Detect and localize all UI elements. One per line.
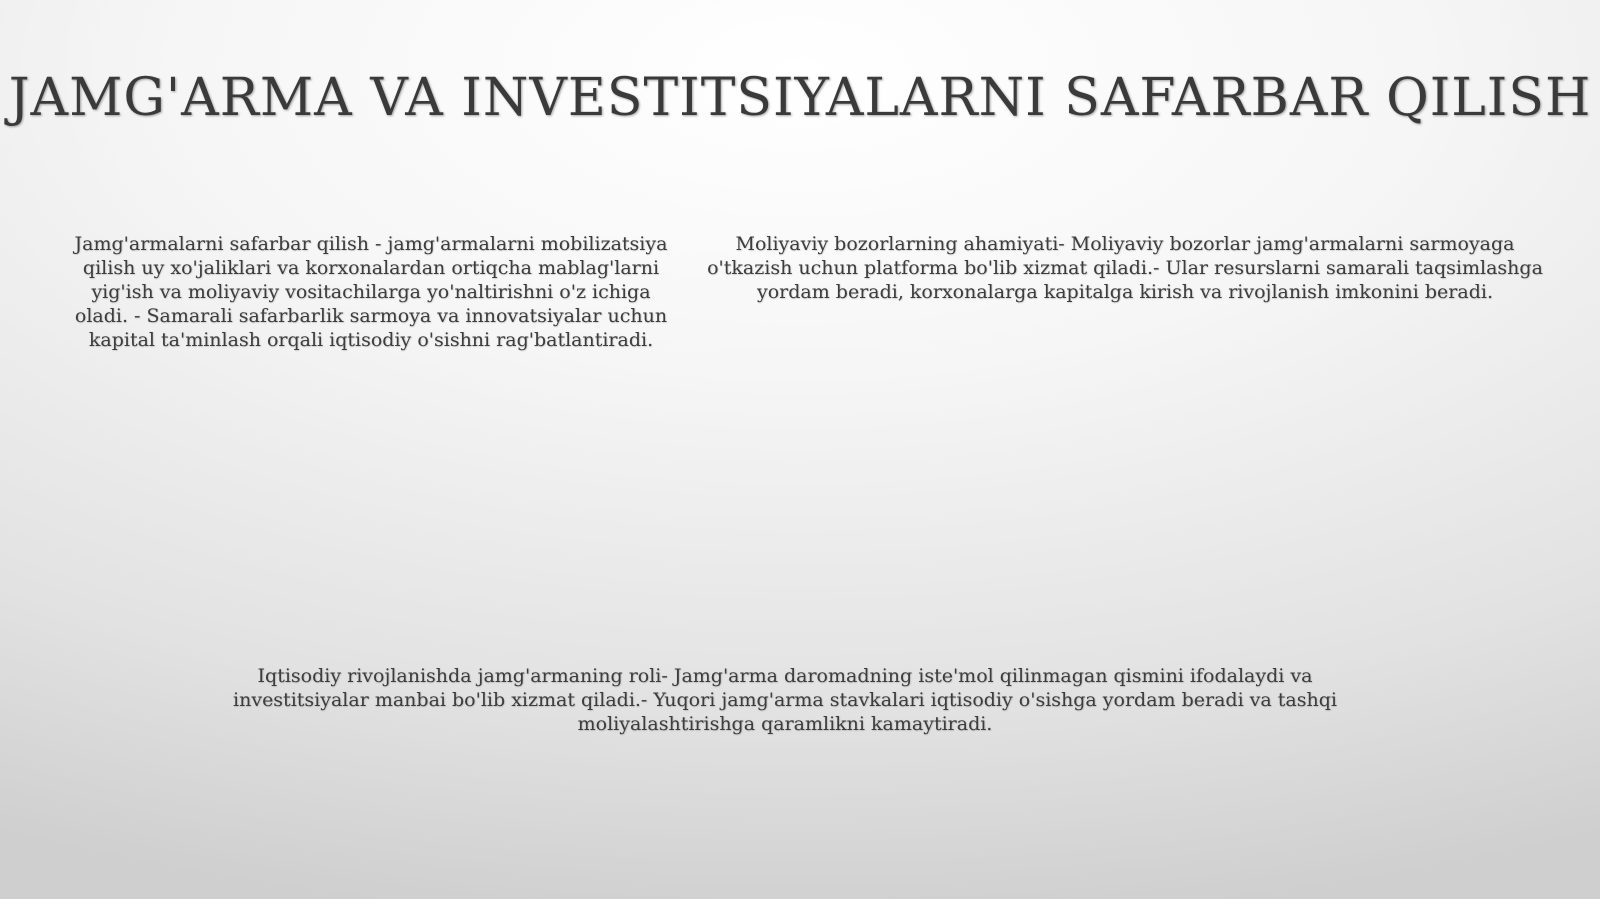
slide-title: JAMG'ARMA VA INVESTITSIYALARNI SAFARBAR QILISH [8, 68, 1592, 128]
text-block-savings-mobilization: Jamg'armalarni safarbar qilish - jamg'armalarni mobilizatsiya qilish uy xo'jaliklari va korxonalardan ortiqcha mablag'larni yig'ish va moliyaviy vositachilarga yo'naltirishni o'z ichiga oladi. - Samarali safarbarlik sarmoya va innovatsiyalar uchun kapital ta'minlash orqali iqtisodiy o'sishni rag'batlantiradi. [74, 233, 668, 351]
text-block-financial-markets: Moliyaviy bozorlarning ahamiyati- Moliyaviy bozorlar jamg'armalarni sarmoyaga o'tkazish uchun platforma bo'lib xizmat qiladi.- Ular resurslarni samarali taqsimlashga yordam beradi, korxonalarga kapitalga kirish va rivojlanish imkonini beradi. [707, 233, 1543, 303]
text-block-savings-role: Iqtisodiy rivojlanishda jamg'armaning roli- Jamg'arma daromadning iste'mol qilinmagan qismini ifodalaydi va investitsiyalar manbai bo'lib xizmat qiladi.- Yuqori jamg'arma stavkalari iqtisodiy o'sishga yordam beradi va tashqi moliyalashtirishga qaramlikni kamaytiradi. [233, 665, 1337, 735]
